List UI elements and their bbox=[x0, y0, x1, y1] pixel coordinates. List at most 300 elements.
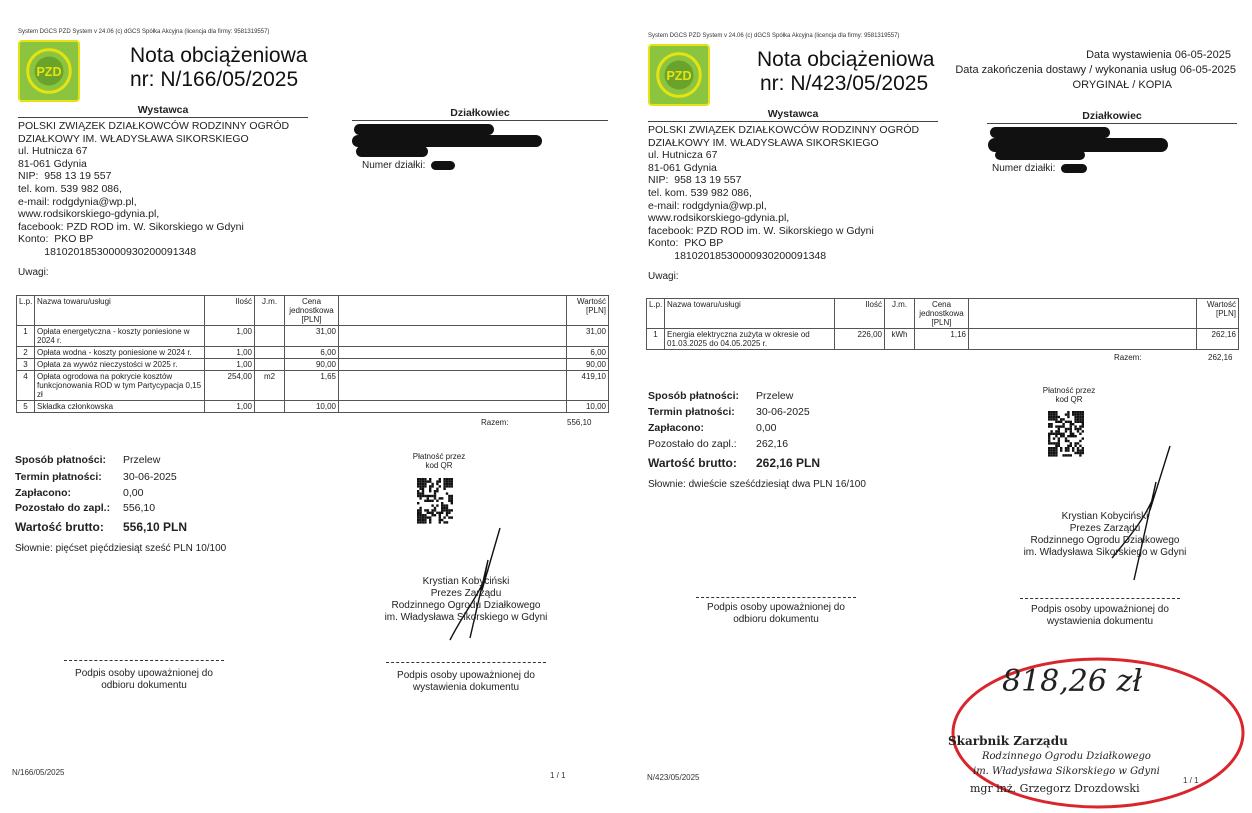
stamp-title: Skarbnik Zarządu bbox=[948, 734, 1068, 748]
qr-module bbox=[1062, 423, 1064, 425]
qr-module bbox=[1050, 442, 1052, 444]
qr-module bbox=[436, 504, 438, 506]
qr-module bbox=[1050, 423, 1052, 425]
qr-module bbox=[422, 514, 424, 516]
qr-module bbox=[1072, 435, 1074, 437]
qr-module bbox=[1062, 425, 1064, 427]
qr-module bbox=[1065, 421, 1067, 423]
stamp-line-2: Rodzinnego Ogrodu Działkowego bbox=[982, 751, 1151, 762]
paid-label: Zapłacono: bbox=[648, 422, 705, 434]
qr-module bbox=[1072, 423, 1074, 425]
items-table bbox=[646, 298, 1239, 350]
qr-module bbox=[1055, 433, 1057, 435]
qr-module bbox=[1048, 454, 1050, 456]
qr-module bbox=[436, 480, 438, 482]
issuer-header: Wystawca bbox=[648, 108, 938, 122]
svg-text:PZD: PZD bbox=[36, 64, 62, 79]
plot-number-label: Numer działki: bbox=[992, 163, 1056, 174]
recipient-header: Działkowiec bbox=[987, 110, 1237, 124]
qr-module bbox=[1077, 416, 1079, 418]
cell-qty: 1,00 bbox=[205, 401, 255, 413]
qr-module bbox=[1058, 442, 1060, 444]
qr-module bbox=[1050, 413, 1052, 415]
qr-module bbox=[1050, 416, 1052, 418]
qr-module bbox=[431, 514, 433, 516]
qr-module bbox=[1060, 449, 1062, 451]
qr-module bbox=[431, 509, 433, 511]
qr-module bbox=[1060, 447, 1062, 449]
redaction bbox=[356, 146, 428, 157]
remaining-row bbox=[15, 502, 155, 514]
cell-qty: 1,00 bbox=[205, 347, 255, 359]
qr-module bbox=[436, 490, 438, 492]
qr-module bbox=[443, 488, 445, 490]
cell-value: 90,00 bbox=[567, 359, 609, 371]
document-title: Nota obciążeniowa bbox=[757, 48, 935, 71]
signer-name: Krystian Kobyciński bbox=[422, 576, 510, 587]
cell-unit bbox=[255, 326, 285, 347]
qr-module bbox=[431, 495, 433, 497]
gross-value: 556,10 PLN bbox=[123, 520, 188, 534]
qr-module bbox=[1048, 435, 1050, 437]
redaction bbox=[431, 161, 455, 170]
qr-module bbox=[436, 483, 438, 485]
qr-module bbox=[1077, 449, 1079, 451]
qr-module bbox=[424, 521, 426, 523]
total-label: Razem: bbox=[1114, 353, 1142, 362]
table-row bbox=[17, 359, 609, 371]
qr-module bbox=[1082, 411, 1084, 413]
qr-module bbox=[1072, 449, 1074, 451]
qr-module bbox=[1079, 454, 1081, 456]
qr-module bbox=[1082, 430, 1084, 432]
total-label: Razem: bbox=[481, 418, 509, 427]
qr-module bbox=[1055, 445, 1057, 447]
qr-module bbox=[1079, 433, 1081, 435]
qr-module bbox=[1070, 433, 1072, 435]
qr-module bbox=[424, 478, 426, 480]
qr-module bbox=[1067, 445, 1069, 447]
qr-module bbox=[441, 507, 443, 509]
qr-module bbox=[443, 478, 445, 480]
qr-module bbox=[419, 516, 421, 518]
paid-row bbox=[15, 487, 143, 499]
qr-module bbox=[419, 521, 421, 523]
qr-module bbox=[434, 514, 436, 516]
gross-row bbox=[15, 520, 187, 534]
qr-module bbox=[439, 514, 441, 516]
qr-module bbox=[1050, 452, 1052, 454]
cell-unit bbox=[255, 359, 285, 371]
qr-module bbox=[439, 478, 441, 480]
qr-module bbox=[427, 516, 429, 518]
qr-module bbox=[422, 519, 424, 521]
cell-name: Energia elektryczna zużyta w okresie od 01.03.2025 do 04.05.2025 r. bbox=[665, 329, 835, 350]
qr-module bbox=[1067, 440, 1069, 442]
qr-module bbox=[439, 516, 441, 518]
qr-module bbox=[1060, 435, 1062, 437]
qr-module bbox=[1050, 425, 1052, 427]
qr-module bbox=[1065, 413, 1067, 415]
qr-module bbox=[1048, 442, 1050, 444]
qr-module bbox=[1060, 418, 1062, 420]
qr-module bbox=[446, 509, 448, 511]
qr-module bbox=[1048, 433, 1050, 435]
amount-in-words: Słownie: pięćset pięćdziesiąt sześć PLN 10/100 bbox=[15, 543, 227, 554]
recipient-header: Działkowiec bbox=[352, 107, 608, 121]
qr-module bbox=[422, 480, 424, 482]
qr-module bbox=[1077, 418, 1079, 420]
qr-module bbox=[439, 480, 441, 482]
redaction bbox=[990, 127, 1110, 138]
qr-module bbox=[443, 509, 445, 511]
cell-blank bbox=[339, 371, 567, 401]
qr-module bbox=[1058, 437, 1060, 439]
qr-module bbox=[1055, 421, 1057, 423]
header-qty: Ilość bbox=[835, 299, 885, 329]
qr-module bbox=[1060, 433, 1062, 435]
cell-name: Opłata energetyczna - koszty poniesione w 2024 r. bbox=[35, 326, 205, 347]
qr-module bbox=[1058, 433, 1060, 435]
qr-module bbox=[424, 514, 426, 516]
remaining-label: Pozostało do zapl.: bbox=[648, 438, 737, 450]
qr-module bbox=[448, 512, 450, 514]
qr-module bbox=[1055, 413, 1057, 415]
cell-blank bbox=[969, 329, 1197, 350]
pzd-logo bbox=[648, 44, 710, 106]
cell-lp: 1 bbox=[647, 329, 665, 350]
qr-module bbox=[441, 497, 443, 499]
qr-module bbox=[1082, 437, 1084, 439]
issuer-signature-line bbox=[1020, 598, 1180, 599]
redaction bbox=[354, 124, 494, 135]
signer-org-2: im. Władysława Sikorskiego w Gdyni bbox=[1023, 547, 1187, 558]
qr-module bbox=[1070, 428, 1072, 430]
table-header-row bbox=[17, 296, 609, 326]
qr-module bbox=[429, 500, 431, 502]
qr-module bbox=[427, 509, 429, 511]
qr-module bbox=[434, 490, 436, 492]
qr-module bbox=[419, 497, 421, 499]
footer-number: N/423/05/2025 bbox=[647, 773, 700, 782]
qr-module bbox=[1074, 428, 1076, 430]
total-value: 262,16 bbox=[1208, 353, 1233, 362]
gross-label: Wartość brutto: bbox=[648, 456, 737, 470]
system-line: System DGCS PZD System v 24.06 (c) dGCS Spółka Akcyjna (licencja dla firmy: 9581319557) bbox=[648, 33, 900, 39]
qr-module bbox=[1065, 437, 1067, 439]
qr-module bbox=[1048, 411, 1050, 413]
qr-module bbox=[441, 504, 443, 506]
qr-module bbox=[441, 509, 443, 511]
delivery-date: Data zakończenia dostawy / wykonania usług 06-05-2025 bbox=[955, 64, 1236, 76]
cell-blank bbox=[339, 401, 567, 413]
qr-module bbox=[451, 516, 453, 518]
cell-price: 1,65 bbox=[285, 371, 339, 401]
qr-module bbox=[1050, 430, 1052, 432]
document-number: nr: N/166/05/2025 bbox=[130, 68, 299, 91]
due-date: 30-06-2025 bbox=[123, 471, 177, 483]
qr-module bbox=[1074, 411, 1076, 413]
qr-module bbox=[1072, 447, 1074, 449]
paid-value: 0,00 bbox=[756, 422, 777, 434]
receiver-signature-label: Podpis osoby upoważnionej do odbioru dokumentu bbox=[707, 602, 845, 625]
issuer-address: POLSKI ZWIĄZEK DZIAŁKOWCÓW RODZINNY OGRÓD DZIAŁKOWY IM. WŁADYSŁAWA SIKORSKIEGO ul. Hutnicza 67 81-061 Gdynia NIP: 958 13 19 557 tel. kom. 539 982 086, e-mail: rodgdynia@wp.pl, www.rodsikorskiego-gdynia.pl, facebook: PZD ROD im. W. Sikorskiego w Gdyni Konto: PKO BP 18102018530000930200091348 bbox=[18, 120, 290, 258]
qr-module bbox=[417, 521, 419, 523]
qr-module bbox=[451, 509, 453, 511]
qr-module bbox=[1072, 411, 1074, 413]
qr-module bbox=[429, 480, 431, 482]
qr-module bbox=[429, 490, 431, 492]
qr-module bbox=[1058, 440, 1060, 442]
cell-lp: 1 bbox=[17, 326, 35, 347]
qr-module bbox=[446, 512, 448, 514]
qr-module bbox=[429, 485, 431, 487]
qr-module bbox=[1058, 428, 1060, 430]
cell-value: 6,00 bbox=[567, 347, 609, 359]
qr-module bbox=[1077, 413, 1079, 415]
qr-module bbox=[1058, 416, 1060, 418]
qr-module bbox=[1048, 447, 1050, 449]
cell-value: 31,00 bbox=[567, 326, 609, 347]
header-name: Nazwa towaru/usługi bbox=[35, 296, 205, 326]
qr-module bbox=[1050, 411, 1052, 413]
plot-number-label: Numer działki: bbox=[362, 160, 426, 171]
svg-text:PZD: PZD bbox=[666, 68, 692, 83]
cell-lp: 2 bbox=[17, 347, 35, 359]
qr-module bbox=[427, 480, 429, 482]
qr-module bbox=[1065, 430, 1067, 432]
total-value: 556,10 bbox=[567, 418, 592, 427]
cell-value: 10,00 bbox=[567, 401, 609, 413]
signer-role: Prezes Zarządu bbox=[430, 588, 502, 599]
qr-module bbox=[417, 480, 419, 482]
qr-module bbox=[1048, 437, 1050, 439]
qr-module bbox=[1053, 447, 1055, 449]
due-date-label: Termin płatności: bbox=[648, 406, 735, 418]
qr-module bbox=[1074, 425, 1076, 427]
cell-lp: 3 bbox=[17, 359, 35, 371]
amount-in-words: Słownie: dwieście sześćdziesiąt dwa PLN 16/100 bbox=[648, 479, 866, 490]
document-nota-1 bbox=[0, 0, 620, 813]
qr-module bbox=[419, 509, 421, 511]
qr-module bbox=[417, 490, 419, 492]
qr-module bbox=[1079, 445, 1081, 447]
qr-module bbox=[424, 516, 426, 518]
qr-module bbox=[1048, 423, 1050, 425]
qr-module bbox=[448, 478, 450, 480]
gross-label: Wartość brutto: bbox=[15, 520, 104, 534]
qr-module bbox=[1082, 421, 1084, 423]
payment-method-row bbox=[15, 454, 160, 466]
qr-module bbox=[419, 480, 421, 482]
qr-module bbox=[441, 502, 443, 504]
cell-value: 262,16 bbox=[1197, 329, 1239, 350]
qr-module bbox=[1050, 447, 1052, 449]
qr-module bbox=[1070, 445, 1072, 447]
qr-module bbox=[1065, 447, 1067, 449]
remaining-row bbox=[648, 438, 788, 450]
qr-module bbox=[427, 497, 429, 499]
qr-module bbox=[1055, 416, 1057, 418]
qr-module bbox=[1082, 416, 1084, 418]
qr-label: Płatność przez kod QR bbox=[1042, 386, 1096, 404]
qr-module bbox=[1070, 423, 1072, 425]
qr-module bbox=[424, 483, 426, 485]
paid-value: 0,00 bbox=[123, 487, 144, 499]
qr-module bbox=[1074, 435, 1076, 437]
page-number: 1 / 1 bbox=[1183, 776, 1199, 785]
qr-module bbox=[1065, 454, 1067, 456]
document-number: nr: N/423/05/2025 bbox=[760, 72, 929, 95]
qr-module bbox=[431, 485, 433, 487]
qr-module bbox=[424, 495, 426, 497]
qr-module bbox=[1067, 447, 1069, 449]
qr-module bbox=[1053, 437, 1055, 439]
qr-module bbox=[1048, 449, 1050, 451]
cell-blank bbox=[339, 326, 567, 347]
qr-module bbox=[1077, 428, 1079, 430]
cell-price: 10,00 bbox=[285, 401, 339, 413]
qr-module bbox=[419, 519, 421, 521]
qr-module bbox=[1082, 413, 1084, 415]
qr-module bbox=[417, 502, 419, 504]
qr-module bbox=[1079, 440, 1081, 442]
qr-module bbox=[422, 483, 424, 485]
qr-module bbox=[446, 485, 448, 487]
qr-module bbox=[419, 485, 421, 487]
qr-module bbox=[1082, 452, 1084, 454]
qr-module bbox=[446, 480, 448, 482]
cell-price: 1,16 bbox=[915, 329, 969, 350]
payment-method-label: Sposób płatności: bbox=[648, 390, 740, 402]
qr-module bbox=[448, 485, 450, 487]
qr-module bbox=[1079, 428, 1081, 430]
qr-module bbox=[1065, 428, 1067, 430]
qr-module bbox=[424, 480, 426, 482]
qr-module bbox=[446, 492, 448, 494]
qr-module bbox=[448, 497, 450, 499]
document-nota-2 bbox=[630, 0, 1252, 813]
qr-module bbox=[1055, 454, 1057, 456]
qr-module bbox=[434, 509, 436, 511]
qr-module bbox=[448, 495, 450, 497]
qr-module bbox=[1067, 411, 1069, 413]
qr-module bbox=[422, 495, 424, 497]
qr-module bbox=[1070, 442, 1072, 444]
qr-module bbox=[1079, 411, 1081, 413]
qr-module bbox=[417, 514, 419, 516]
qr-module bbox=[1079, 449, 1081, 451]
qr-module bbox=[1062, 418, 1064, 420]
qr-module bbox=[429, 495, 431, 497]
qr-module bbox=[1079, 421, 1081, 423]
qr-module bbox=[1067, 413, 1069, 415]
qr-module bbox=[1079, 416, 1081, 418]
qr-module bbox=[1077, 421, 1079, 423]
qr-module bbox=[1074, 413, 1076, 415]
cell-unit bbox=[255, 401, 285, 413]
qr-module bbox=[446, 478, 448, 480]
header-qty: Ilość bbox=[205, 296, 255, 326]
qr-module bbox=[1074, 445, 1076, 447]
remaining-value: 556,10 bbox=[123, 502, 156, 514]
qr-module bbox=[451, 483, 453, 485]
system-line: System DGCS PZD System v 24.06 (c) dGCS Spółka Akcyjna (licencja dla firmy: 9581319557) bbox=[18, 29, 270, 35]
receiver-signature-line bbox=[696, 597, 856, 598]
qr-module bbox=[1048, 440, 1050, 442]
signer-name: Krystian Kobyciński bbox=[1061, 511, 1149, 522]
qr-module bbox=[1074, 421, 1076, 423]
header-value: Wartość [PLN] bbox=[567, 296, 609, 326]
qr-module bbox=[1058, 421, 1060, 423]
qr-module bbox=[1065, 449, 1067, 451]
qr-module bbox=[451, 502, 453, 504]
qr-module bbox=[422, 490, 424, 492]
payment-method: Przelew bbox=[123, 454, 161, 466]
qr-module bbox=[436, 488, 438, 490]
issuer-address: POLSKI ZWIĄZEK DZIAŁKOWCÓW RODZINNY OGRÓD DZIAŁKOWY IM. WŁADYSŁAWA SIKORSKIEGO ul. Hutnicza 67 81-061 Gdynia NIP: 958 13 19 557 tel. kom. 539 982 086, e-mail: rodgdynia@wp.pl, www.rodsikorskiego-gdynia.pl, facebook: PZD ROD im. W. Sikorskiego w Gdyni Konto: PKO BP 18102018530000930200091348 bbox=[648, 124, 920, 262]
qr-module bbox=[422, 516, 424, 518]
cell-unit bbox=[255, 347, 285, 359]
signer-org-2: im. Władysława Sikorskiego w Gdyni bbox=[384, 612, 548, 623]
qr-module bbox=[1062, 433, 1064, 435]
qr-module bbox=[1070, 454, 1072, 456]
signer-org-1: Rodzinnego Ogrodu Działkowego bbox=[391, 600, 541, 611]
qr-module bbox=[1079, 413, 1081, 415]
qr-module bbox=[1058, 430, 1060, 432]
qr-module bbox=[419, 514, 421, 516]
qr-module bbox=[1074, 416, 1076, 418]
qr-module bbox=[1072, 433, 1074, 435]
cell-name: Opłata za wywóz nieczystości w 2025 r. bbox=[35, 359, 205, 371]
qr-module bbox=[443, 483, 445, 485]
qr-module bbox=[1079, 425, 1081, 427]
cell-price: 6,00 bbox=[285, 347, 339, 359]
qr-module bbox=[443, 480, 445, 482]
header-blank bbox=[969, 299, 1197, 329]
qr-module bbox=[1070, 421, 1072, 423]
header-price: Cena jednostkowa [PLN] bbox=[285, 296, 339, 326]
issuer-signature-label: Podpis osoby upoważnionej do wystawienia dokumentu bbox=[1031, 604, 1169, 627]
qr-module bbox=[429, 488, 431, 490]
qr-module bbox=[451, 500, 453, 502]
due-date: 30-06-2025 bbox=[756, 406, 810, 418]
qr-module bbox=[419, 488, 421, 490]
cell-lp: 4 bbox=[17, 371, 35, 401]
qr-code bbox=[1048, 411, 1084, 457]
qr-module bbox=[424, 500, 426, 502]
qr-module bbox=[1082, 425, 1084, 427]
qr-module bbox=[439, 497, 441, 499]
issuer-signature-label: Podpis osoby upoważnionej do wystawienia dokumentu bbox=[397, 670, 535, 693]
qr-module bbox=[443, 485, 445, 487]
qr-module bbox=[1058, 425, 1060, 427]
qr-module bbox=[1074, 442, 1076, 444]
qr-module bbox=[448, 509, 450, 511]
cell-qty: 226,00 bbox=[835, 329, 885, 350]
qr-module bbox=[417, 478, 419, 480]
handwritten-amount: 818,26 zł bbox=[1002, 664, 1143, 699]
table-row bbox=[17, 401, 609, 413]
qr-module bbox=[446, 504, 448, 506]
cell-price: 90,00 bbox=[285, 359, 339, 371]
qr-module bbox=[1067, 454, 1069, 456]
due-date-row bbox=[15, 471, 177, 483]
qr-module bbox=[422, 492, 424, 494]
qr-module bbox=[436, 512, 438, 514]
header-value: Wartość [PLN] bbox=[1197, 299, 1239, 329]
qr-module bbox=[451, 495, 453, 497]
